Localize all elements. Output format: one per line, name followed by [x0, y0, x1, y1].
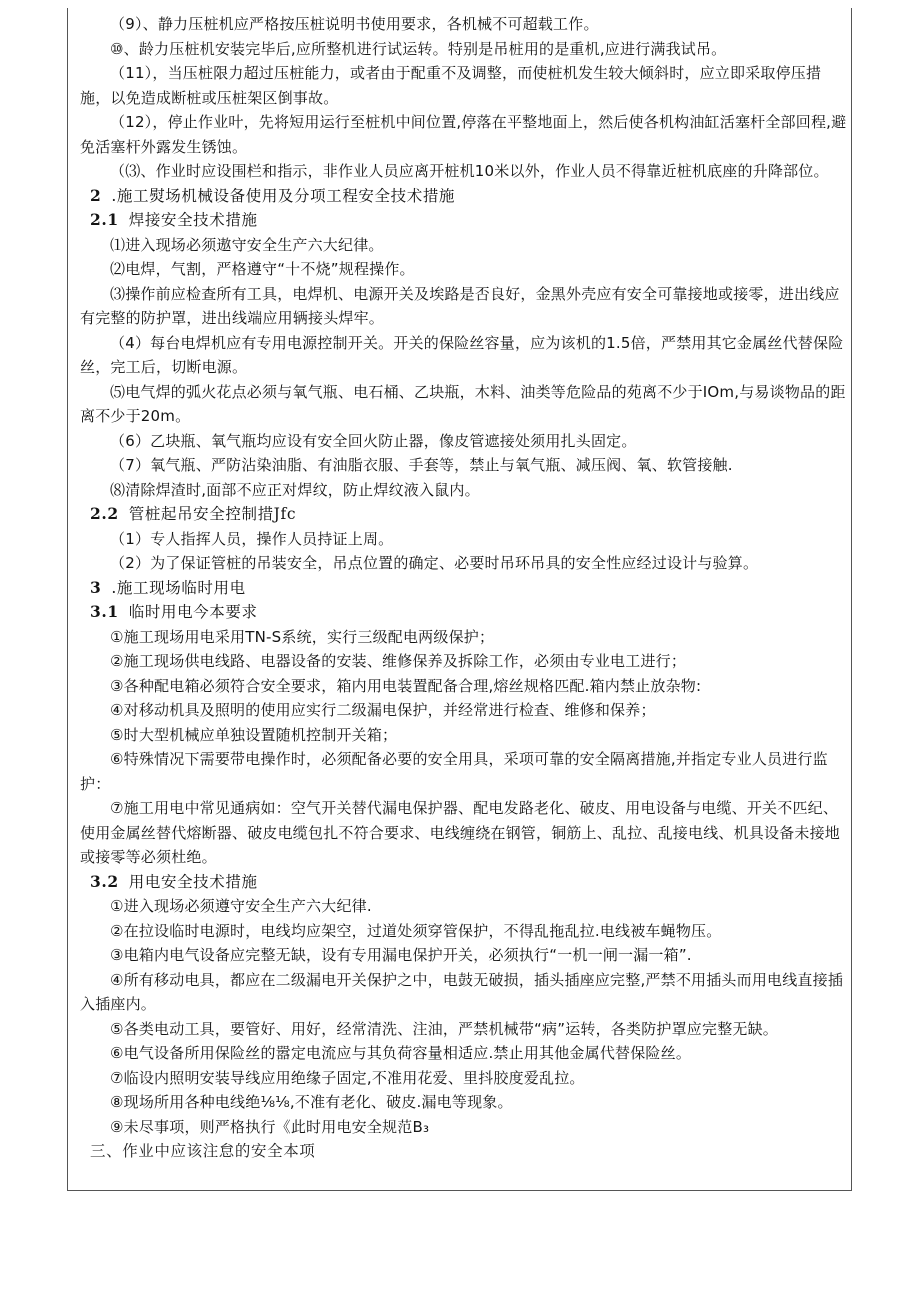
chapter-heading: 三、作业中应该注怠的安全本项	[90, 1142, 316, 1160]
paragraph: （4）每台电焊机应有专用电源控制开关。开关的保险丝容量，应为该机的1.5倍，严禁用其它金属丝代替保险丝，完工后，切断电源。	[80, 333, 844, 376]
paragraph: ⑤各类电动工具，要管好、用好，经常清洗、注油，严禁机械带“病”运转，各类防护罩应完整无缺。	[110, 1019, 778, 1038]
paragraph: ⑧现场所用各种电线绝⅛⅛,不准有老化、破皮.漏电等现象。	[110, 1093, 513, 1111]
paragraph: ④对移动机具及照明的使用应实行二级漏电保护，并经常进行检查、维修和保养；	[110, 701, 656, 719]
paragraph: （12），停止作业叶，先将短用运行至桩机中间位置,停落在平整地面上，然后使各机构油缸活塞杆全部回程,避免活塞杆外露发生锈蚀。	[80, 113, 847, 156]
paragraph: ①施工现场用电采用TN-S系统，实行三级配电两级保护；	[110, 627, 495, 646]
section-number: 3.1	[90, 602, 119, 621]
section-title: .施工现场临时用电	[111, 578, 246, 597]
document-body	[80, 12, 850, 1164]
section-number: 3.2	[90, 871, 119, 891]
paragraph: ③各种配电箱必须符合安全要求，箱内用电装置配备合理,熔丝规格匹配.箱内禁止放杂物:	[110, 676, 702, 695]
section-title: 管桩起吊安全控制措Jfc	[128, 505, 297, 523]
section-title: .施工熨场机械设备使用及分项工程安全技术措施	[111, 186, 456, 205]
paragraph: （2）为了保证管桩的吊装安全，吊点位置的确定、必要时吊环吊具的安全性应经过设计与验算。	[110, 554, 759, 572]
section-number: 2.1	[90, 210, 119, 229]
paragraph: ④所有移动电具，都应在二级漏电开关保护之中，电鼓无破损，插头插座应完整,严禁不用插头而用电线直接插入插座内。	[80, 970, 844, 1013]
section-title: 临时用电今本要求	[128, 603, 258, 621]
section-title: 焊接安全技术措施	[128, 211, 258, 229]
section-heading	[80, 600, 850, 625]
section-number: 2.2	[90, 504, 119, 523]
section-heading	[80, 576, 850, 601]
section-title: 用电安全技术措施	[128, 872, 258, 891]
section-heading	[80, 502, 850, 527]
paragraph: （11），当压桩限力超过压桩能力，或者由于配重不及调整，而使桩机发生较大倾斜时，应立即采取停压措施，以免造成断桩或压桩架区倒事故。	[80, 64, 822, 107]
paragraph: ⑻清除焊渣时,面部不应正对焊纹，防止焊纹液入鼠内。	[110, 480, 480, 499]
section-heading	[80, 184, 850, 209]
paragraph: ⑥特殊情况下需要带电操作时，必须配备必要的安全用具，采项可靠的安全隔离措施,并指定专业人员进行监护：	[80, 750, 828, 793]
paragraph: ⑸电气焊的弧火花点必须与氧气瓶、电石桶、乙块瓶，木料、油类等危险品的苑离不少于IOm,与易谈物品的距离不少于20m。	[80, 382, 846, 425]
section-heading	[80, 870, 850, 895]
section-number: 3	[90, 577, 102, 597]
paragraph: ①进入现场必须遵守安全生产六大纪律.	[110, 897, 372, 915]
paragraph: ⑥电气设备所用保险丝的嚣定电流应与其负荷容量相适应.禁止用其他金属代替保险丝。	[110, 1044, 692, 1062]
paragraph: ⑨未尽事项，则严格执行《此时用电安全规范B₃	[110, 1117, 430, 1136]
paragraph: （1）专人指挥人员，操作人员持证上周。	[110, 529, 394, 548]
section-heading	[80, 208, 850, 233]
paragraph: （⑶、作业时应设围栏和指示，非作业人员应离开桩机10米以外，作业人员不得靠近桩机底座的升降部位。	[110, 162, 829, 180]
paragraph: （9）、静力压桩机应严格按压桩说明书使用要求，各机械不可超载工作。	[110, 15, 599, 33]
paragraph: ⑦施工用电中常见通病如：空气开关替代漏电保护器、配电发路老化、破皮、用电设备与电缆、开关不匹纪、使用金属丝替代熔断器、破皮电缆包扎不符合要求、电线缠绕在钢管，铜筋上、乱拉、乱接电线、机具设备未接地或接零等必须杜绝。	[80, 799, 841, 866]
paragraph: （6）乙块瓶、氧气瓶均应设有安全回火防止器，像皮管遮接处须用扎头固定。	[110, 431, 637, 450]
paragraph: ⑤时大型机械应单独设置随机控制开关箱；	[110, 725, 398, 744]
paragraph: ⑵电焊，气割，严格遵守“十不烧”规程操作。	[110, 260, 415, 278]
paragraph: ⑴进入现场必须遨守安全生产六大纪律。	[110, 235, 384, 254]
paragraph: ②在拉设临时电源时，电线均应架空，过道处须穿管保护，不得乱拖乱拉.电线被车蝇物压。	[110, 921, 722, 940]
paragraph: （7）氧气瓶、严防沾染油脂、有油脂衣服、手套等，禁止与氧气瓶、减压阀、氧、软管接触.	[110, 456, 733, 474]
paragraph: ③电箱内电气设备应完整无缺，设有专用漏电保护开关，必须执行“一机一闸一漏一箱”.	[110, 946, 692, 964]
paragraph: ⑶操作前应检查所有工具，电焊机、电源开关及埃路是否良好，金黑外壳应有安全可靠接地或接零，进出线应有完整的防护罩，进出线端应用辆接头焊牢。	[80, 284, 840, 327]
paragraph: ⑦临设内照明安装导线应用绝缘子固定,不准用花爱、里抖胶度爱乱拉。	[110, 1068, 585, 1087]
paragraph: ②施工现场供电线路、电器设备的安装、维修保养及拆除工作，必须由专业电工进行；	[110, 652, 687, 670]
section-number: 2	[90, 185, 102, 205]
paragraph: ⑩、龄力压桩机安装完毕后,应所整机进行试运转。特别是吊桩用的是重机,应进行满我试吊。	[110, 39, 727, 58]
